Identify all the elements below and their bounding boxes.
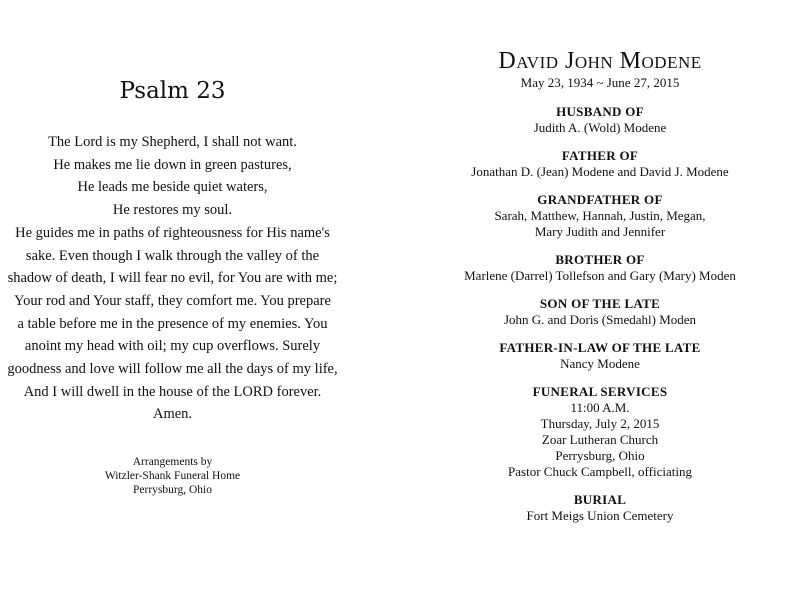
section-heading: GRANDFATHER OF <box>537 192 663 207</box>
obituary-section <box>400 340 800 372</box>
section-text: Judith A. (Wold) Modene <box>533 120 667 135</box>
psalm-text <box>0 131 345 426</box>
life-dates: May 23, 1934 ~ June 27, 2015 <box>520 75 680 90</box>
psalm-line: Amen. <box>152 406 193 423</box>
section-heading: FATHER OF <box>561 148 639 163</box>
section-text: John G. and Doris (Smedahl) Moden <box>503 312 697 327</box>
psalm-line: He restores my soul. <box>112 202 233 219</box>
psalm-line: He leads me beside quiet waters, <box>77 179 268 196</box>
left-panel <box>0 0 345 600</box>
deceased-name: David John Modene <box>498 48 702 74</box>
psalm-line: anoint my head with oil; my cup overflows. Surely <box>24 338 321 355</box>
section-text: Marlene (Darrel) Tollefson and Gary (Mary) Moden <box>464 268 736 283</box>
obituary-section <box>400 252 800 284</box>
section-text: 11:00 A.M. <box>570 400 630 415</box>
section-heading: SON OF THE LATE <box>539 296 661 311</box>
arrangements-line: Perrysburg, Ohio <box>132 484 212 496</box>
obituary-section <box>400 296 800 328</box>
psalm-line: goodness and love will follow me all the days of my life, <box>7 361 338 378</box>
arrangements-block <box>0 455 345 497</box>
section-text: Mary Judith and Jennifer <box>534 224 666 239</box>
obituary-section <box>400 104 800 136</box>
psalm-line: He makes me lie down in green pastures, <box>53 156 292 173</box>
section-heading: HUSBAND OF <box>556 104 644 119</box>
psalm-line: Your rod and Your staff, they comfort me. You prepare <box>14 292 331 309</box>
obituary-section <box>400 492 800 524</box>
right-panel <box>400 0 800 600</box>
section-heading: BURIAL <box>573 492 627 507</box>
obituary-section <box>400 192 800 240</box>
section-heading: FUNERAL SERVICES <box>532 384 668 399</box>
obituary-section <box>400 384 800 480</box>
psalm-line: shadow of death, I will fear no evil, for You are with me; <box>7 270 338 287</box>
section-heading: FATHER-IN-LAW OF THE LATE <box>499 340 701 355</box>
section-text: Jonathan D. (Jean) Modene and David J. Modene <box>471 164 729 179</box>
section-text: Nancy Modene <box>560 356 640 371</box>
psalm-title: Psalm 23 <box>119 78 226 104</box>
psalm-line: The Lord is my Shepherd, I shall not want. <box>48 134 297 150</box>
section-text: Pastor Chuck Campbell, officiating <box>508 464 692 479</box>
section-text: Fort Meigs Union Cemetery <box>526 508 674 523</box>
section-text: Sarah, Matthew, Hannah, Justin, Megan, <box>494 208 706 223</box>
section-text: Perrysburg, Ohio <box>555 448 645 463</box>
psalm-line: And I will dwell in the house of the LORD forever. <box>23 383 322 400</box>
section-heading: BROTHER OF <box>555 252 645 267</box>
psalm-line: sake. Even though I walk through the valley of the <box>25 247 320 264</box>
arrangements-line: Witzler-Shank Funeral Home <box>104 470 241 482</box>
obituary-sections <box>400 104 800 536</box>
section-text: Zoar Lutheran Church <box>541 432 659 447</box>
section-text: Thursday, July 2, 2015 <box>540 416 660 431</box>
arrangements-line: Arrangements by <box>132 456 213 468</box>
psalm-line: a table before me in the presence of my enemies. You <box>17 315 328 332</box>
psalm-line: He guides me in paths of righteousness for His name's <box>15 224 330 241</box>
obituary-section <box>400 148 800 180</box>
